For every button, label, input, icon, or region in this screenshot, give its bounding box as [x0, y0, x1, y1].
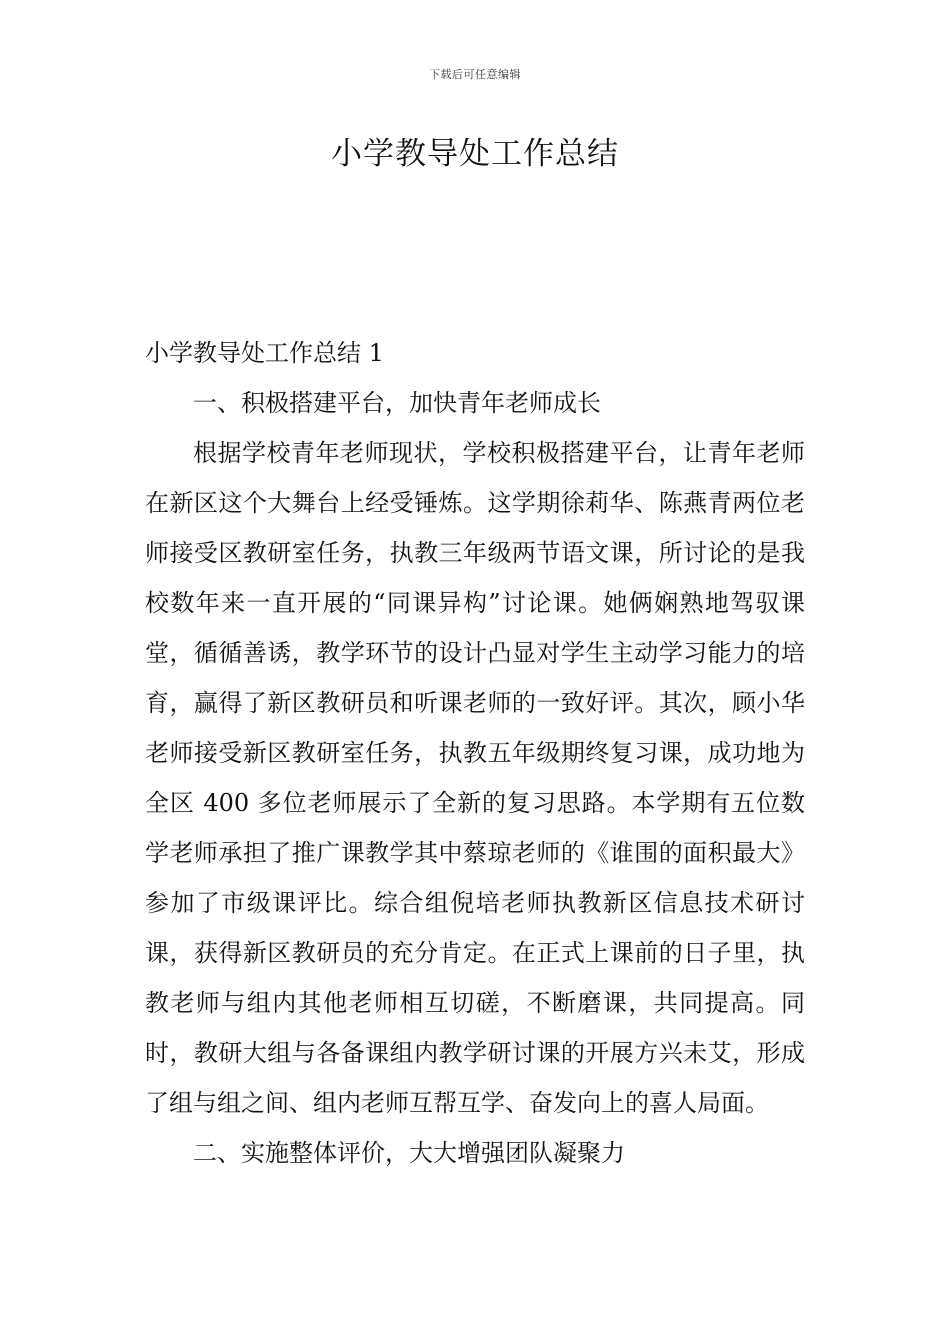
subheading-2: 二、实施整体评价，大大增强团队凝聚力	[193, 1139, 625, 1167]
header-note: 下载后可任意编辑	[429, 68, 521, 81]
document-title: 小学教导处工作总结	[331, 136, 619, 172]
paragraph-1: 根据学校青年老师现状，学校积极搭建平台，让青年老师在新区这个大舞台上经受锤炼。这学期徐莉华、陈燕青两位老师接受区教研室任务，执教三年级两节语文课，所讨论的是我校数年来一直开展的“同课异构”讨论课。她俩娴熟地驾驭课堂，循循善诱，教学环节的设计凸显对学生主动学习能力的培育，赢得了新区教研员和听课老师的一致好评。其次，顾小华老师接受新区教研室任务，执教五年级期终复习课，成功地为全区 400 多位老师展示了全新的复习思路。本学期有五位数学老师承担了推广课教学其中蔡琼老师的《谁围的面积最大》参加了市级课评比。综合组倪培老师执教新区信息技术研讨课，获得新区教研员的充分肯定。在正式上课前的日子里，执教老师与组内其他老师相互切磋，不断磨课，共同提高。同时，教研大组与各备课组内教学研讨课的开展方兴未艾，形成了组与组之间、组内老师互帮互学、奋发向上的喜人局面。	[145, 439, 805, 1117]
subheading-1: 一、积极搭建平台，加快青年老师成长	[193, 389, 601, 417]
document-body	[145, 328, 805, 1178]
section-heading: 小学教导处工作总结 1	[145, 339, 384, 367]
